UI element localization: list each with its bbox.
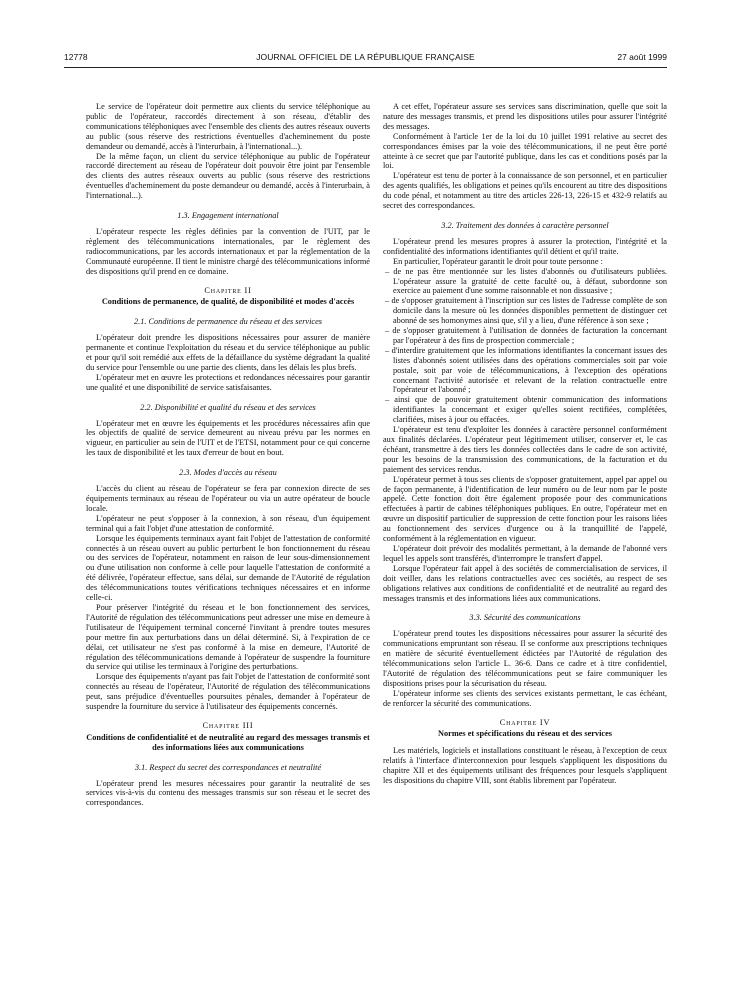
paragraph: L'opérateur ne peut s'opposer à la connexion, à son réseau, d'un équipement terminal qui a fait l'objet d'une attestation de conformité.: [86, 513, 370, 533]
left-column: [86, 102, 370, 808]
page-header: [64, 52, 667, 66]
paragraph: L'opérateur prend les mesures propres à assurer la protection, l'intégrité et la confidentialité des informations identifiantes qu'il détient et qu'il traite.: [383, 236, 667, 256]
header-rule: [64, 67, 667, 68]
section-heading-3-2: 3.2. Traitement des données à caractère personnel: [441, 220, 609, 230]
chapter-title-2: Conditions de permanence, de qualité, de disponibilité et modes d'accès: [101, 297, 355, 307]
journal-title: JOURNAL OFFICIEL DE LA RÉPUBLIQUE FRANÇAISE: [256, 52, 475, 62]
list-item: – de ne pas être mentionnée sur les listes d'abonnés ou d'utilisateurs publiées. L'opérateur assure la gratuité de cette faculté ou, à défaut, subordonne son exercice au paiement d'une somme raisonnable et non dissuasive ;: [385, 266, 667, 296]
paragraph: L'opérateur est tenu de porter à la connaissance de son personnel, et en particulier des agents qualifiés, les obligations et peines qu'ils encourent au titre des dispositions du code pénal, et notamment au titre des articles 226-13, 226-15 et 432-9 relatifs au secret des correspondances.: [383, 171, 667, 211]
paragraph: Les matériels, logiciels et installations constituant le réseau, à l'exception de ceux relatifs à l'interface d'interconnexion pour lesquels s'appliquent les dispositions du chapitre XII et des équipements utilisant des fréquences pour lesquels s'appliquent les dispositions du chapitre VIII, sont établis librement par l'opérateur.: [383, 746, 667, 786]
chapter-title-4: Normes et spécifications du réseau et des services: [438, 729, 612, 739]
paragraph: Pour préserver l'intégrité du réseau et le bon fonctionnement des services, l'Autorité de régulation des télécommunications peut adresser une mise en demeure à l'utilisateur de l'équipement terminal concerné l'invitant à prendre toutes mesures pour mettre fin aux perturbations dans un délai déterminé. Si, à l'expiration de ce délai, cet utilisateur ne s'est pas conformé à la mise en demeure, l'Autorité de régulation des télécommunications demande à l'opérateur de suspendre la fourniture du service qui utilise les terminaux à l'origine des perturbations.: [86, 602, 370, 672]
section-heading-2-2: 2.2. Disponibilité et qualité du réseau et des services: [140, 402, 316, 412]
paragraph: L'opérateur met en œuvre les équipements et les procédures nécessaires afin que les objectifs de qualité de service demeurent au niveau prévu par les normes en vigueur, en particulier au sein de l'UIT et de l'ETSI, notamment pour ce qui concerne les taux de disponibilité et les taux d'erreur de bout en bout.: [86, 418, 370, 458]
paragraph: Lorsque les équipements terminaux ayant fait l'objet de l'attestation de conformité connectés à un réseau ouvert au public perturbent le bon fonctionnement du réseau ou des services de l'opérateur, notamment en raison de leur sous-dimensionnement ou d'une utilisation non conforme à celle pour laquelle l'attestation de conformité a été délivrée, l'opérateur effectue, sans délai, sur demande de l'Autorité de régulation des télécommunications toutes vérifications techniques nécessaires et en informe celle-ci.: [86, 533, 370, 603]
paragraph: L'opérateur doit prendre les dispositions nécessaires pour assurer de manière permanente et continue l'exploitation du réseau et du service téléphonique au public et pour qu'il soit remédié aux effets de la défaillance du système dégradant la qualité du service pour l'ensemble ou une partie des clients, dans les délais les plus brefs.: [86, 333, 370, 372]
paragraph: L'opérateur informe ses clients des services existants permettant, le cas échéant, de renforcer la sécurité des communications.: [383, 688, 667, 708]
list-item: – ainsi que de pouvoir gratuitement obtenir communication des informations identifiantes la concernant et exiger qu'elles soient rectifiées, complétées, clarifiées, mises à jour ou effacées.: [385, 395, 667, 425]
chapter-title-3: Conditions de confidentialité et de neutralité au regard des messages transmis et des informations liées aux communications: [86, 732, 370, 752]
paragraph: Conformément à l'article 1er de la loi du 10 juillet 1991 relative au secret des correspondances émises par la voie des télécommunications, il ne peut être porté atteinte à ce secret que par l'autorité publique, dans les cas et conditions posés par la loi.: [383, 131, 667, 171]
paragraph: Le service de l'opérateur doit permettre aux clients du service téléphonique au public de l'opérateur, raccordés directement à son réseau, d'établir des communications téléphoniques avec l'ensemble des clients des autres réseaux ouverts au public (sous réserve des restrictions éventuelles d'acheminement du poste demandeur ou demandé, accès à l'interurbain, à l'international...).: [86, 102, 370, 151]
rights-list: [383, 267, 667, 426]
list-item: – d'interdire gratuitement que les informations identifiantes la concernant issues des listes d'abonnés soient utilisées dans des opérations commerciales soit par voie postale, soit par voie de télécommunications, à l'exception des opérations concernant l'activité autorisée et relevant de la relation contractuelle entre l'opérateur et l'abonné ;: [385, 345, 667, 395]
paragraph: Lorsque l'opérateur fait appel à des sociétés de commercialisation de services, il doit veiller, dans les relations contractuelles avec ces sociétés, au respect de ses obligations relatives aux conditions de confidentialité et de neutralité au regard des messages transmis et des informations liées aux communications.: [383, 563, 667, 603]
paragraph: L'opérateur est tenu d'exploiter les données à caractère personnel conformément aux finalités déclarées. L'opérateur peut légitimement utiliser, conserver et, le cas échéant, transmettre à des tiers les données collectées dans le cadre de son activité, pour les besoins de la transmission des communications, de la facturation et du paiement des services rendus.: [383, 425, 667, 474]
chapter-label-2: Chapitre II: [204, 285, 252, 295]
section-heading-2-3: 2.3. Modes d'accès au réseau: [179, 468, 277, 478]
issue-date: 27 août 1999: [617, 52, 667, 62]
paragraph: Lorsque des équipements n'ayant pas fait l'objet de l'attestation de conformité sont connectés au réseau de l'opérateur, l'Autorité de régulation des télécommunications peut, sans préjudice d'éventuelles poursuites pénales, demander à l'opérateur de suspendre la fourniture du service à l'utilisateur des équipements concernés.: [86, 672, 370, 712]
right-column: [383, 102, 667, 786]
section-heading-1-3: 1.3. Engagement international: [177, 211, 279, 221]
paragraph: L'opérateur respecte les règles définies par la convention de l'UIT, par le règlement des télécommunications internationales, par le règlement des radiocommunications, par les accords internationaux et par la réglementation de la Communauté européenne. Il tient le ministre chargé des télécommunications informé des dispositions qu'il prend en ce domaine.: [86, 226, 370, 276]
paragraph: A cet effet, l'opérateur assure ses services sans discrimination, quelle que soit la nature des messages transmis, et prend les dispositions utiles pour assurer l'intégrité des messages.: [383, 102, 667, 131]
list-item: – de s'opposer gratuitement à l'utilisation de données de facturation la concernant par l'opérateur à des fins de prospection commerciale ;: [385, 326, 667, 345]
paragraph: L'opérateur prend toutes les dispositions nécessaires pour assurer la sécurité des communications empruntant son réseau. Il se conforme aux prescriptions techniques en matière de sécurité éventuellement édictées par l'Autorité de régulation des télécommunications selon l'article L. 36-6. Dans ce cadre et à titre confidentiel, l'Autorité de régulation des télécommunications peut se faire communiquer les dispositions prises pour la sécurisation du réseau.: [383, 629, 667, 688]
paragraph: L'opérateur doit prévoir des modalités permettant, à la demande de l'abonné vers lequel les appels sont transférés, d'interrompre le transfert d'appel.: [383, 543, 667, 563]
page-number: 12778: [64, 52, 88, 62]
section-heading-3-1: 3.1. Respect du secret des correspondances et neutralité: [134, 762, 322, 772]
paragraph: L'opérateur prend les mesures nécessaires pour garantir la neutralité de ses services vis-à-vis du contenu des messages transmis sur son réseau et le secret des correspondances.: [86, 778, 370, 808]
paragraph: L'accès du client au réseau de l'opérateur se fera par connexion directe de ses équipements terminaux au réseau de l'opérateur ou via un autre opérateur de boucle locale.: [86, 484, 370, 513]
chapter-label-4: Chapitre IV: [499, 717, 551, 727]
paragraph: En particulier, l'opérateur garantit le droit pour toute personne :: [393, 256, 603, 266]
section-heading-2-1: 2.1. Conditions de permanence du réseau et des services: [133, 317, 323, 327]
list-item: – de s'opposer gratuitement à l'inscription sur ces listes de l'adresse complète de son domicile dans la mesure où les données disponibles permettent de distinguer cet abonné de ses homonymes ainsi que, s'il y a lieu, d'une référence à son sexe ;: [385, 296, 667, 326]
paragraph: De la même façon, un client du service téléphonique au public de l'opérateur raccordé directement au réseau de l'opérateur doit pouvoir être joint par l'ensemble des clients des autres réseaux ouverts au public (sous réserve des restrictions éventuelles d'acheminement du poste demandeur ou demandé, accès à l'interurbain, à l'international...).: [86, 151, 370, 201]
paragraph: L'opérateur met en œuvre les protections et redondances nécessaires pour garantir une qualité et une disponibilité de service satisfaisantes.: [86, 372, 370, 392]
section-heading-3-3: 3.3. Sécurité des communications: [469, 613, 581, 623]
chapter-label-3: Chapitre III: [202, 720, 254, 730]
paragraph: L'opérateur permet à tous ses clients de s'opposer gratuitement, appel par appel ou de façon permanente, à l'identification de leur numéro ou de leur nom par le poste appelé. Cette fonction doit être également proposée pour des communications effectuées à partir de cabines téléphoniques publiques. En outre, l'opérateur met en œuvre un dispositif particulier de suppression de cette fonction pour les raisons liées au fonctionnement des services d'urgence ou à la tranquillité de l'appelé, conformément à la réglementation en vigueur.: [383, 474, 667, 544]
